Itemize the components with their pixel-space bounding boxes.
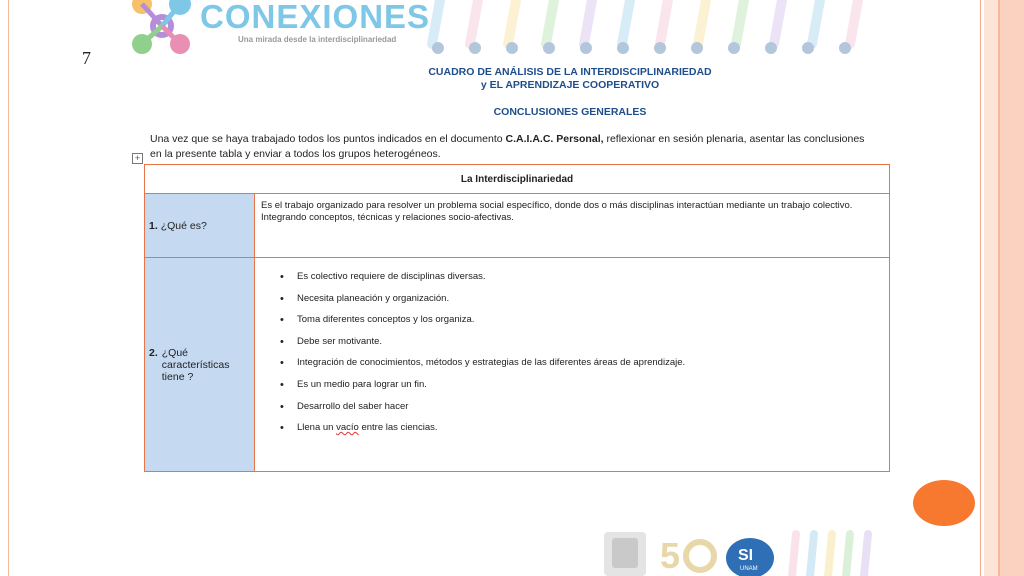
anniversary-50-icon xyxy=(660,535,714,576)
list-item: • Debe ser motivante. xyxy=(297,335,883,357)
spellcheck-word: vacío xyxy=(336,422,359,434)
question-cell-2 xyxy=(145,258,255,472)
decorative-stripes xyxy=(420,0,890,58)
question-1-text: ¿Qué es? xyxy=(160,219,207,232)
badge-text: SI xyxy=(738,547,754,564)
question-2-text: ¿Qué características tiene ? xyxy=(161,346,230,383)
footer-stripes-icon xyxy=(792,534,868,576)
list-item: • Es colectivo requiere de disciplinas diversas. xyxy=(297,270,883,292)
list-item: • Es un medio para lograr un fin. xyxy=(297,378,883,400)
question-cell-1 xyxy=(145,194,255,258)
logo-subtitle: Una mirada desde la interdisciplinariedad xyxy=(238,35,397,44)
document-title-line-1: CUADRO DE ANÁLISIS DE LA INTERDISCIPLINARIEDAD xyxy=(428,66,712,78)
list-item-text-end: entre las ciencias. xyxy=(358,422,438,434)
list-item xyxy=(297,421,883,443)
list-item-text-start: Llena un xyxy=(297,422,337,434)
analysis-table xyxy=(144,164,890,472)
table-row xyxy=(145,258,890,472)
intro-text-end: reflexionar en sesión plenaria, asentar las conclusiones en la presente tabla y enviar a todos los grupos heterogéneos. xyxy=(150,133,865,160)
left-border-line xyxy=(8,0,9,576)
slide-number: 7 xyxy=(82,48,91,68)
logo-title: CONEXIONES xyxy=(200,0,431,35)
si-unam-badge-icon xyxy=(726,538,774,576)
characteristics-list xyxy=(261,270,883,443)
list-item: • Desarrollo del saber hacer xyxy=(297,400,883,422)
table-move-handle-icon[interactable]: + xyxy=(132,153,143,164)
intro-text-start: Una vez que se haya trabajado todos los puntos indicados en el documento xyxy=(150,133,506,145)
table-header: La Interdisciplinariedad xyxy=(145,165,890,194)
question-1-number: 1. xyxy=(149,219,158,232)
svg-text:5: 5 xyxy=(660,535,681,576)
intro-document-name: C.A.I.A.C. Personal, xyxy=(505,133,604,145)
document-title-line-2: y EL APRENDIZAJE COOPERATIVO xyxy=(480,79,660,91)
footer-logos xyxy=(600,528,880,576)
answer-cell-1[interactable]: Es el trabajo organizado para resolver un problema social específico, donde dos o más disciplinas interactúan mediante un trabajo colectivo. Integrando conceptos, técnicas y relaciones socio-afectivas. xyxy=(255,194,890,258)
conexiones-logo-icon xyxy=(128,0,198,56)
answer-cell-2[interactable] xyxy=(255,258,890,472)
question-2-number: 2. xyxy=(149,346,158,359)
document-subtitle: CONCLUSIONES GENERALES xyxy=(493,106,647,118)
badge-sub: UNAM xyxy=(740,566,758,572)
right-decorative-strips xyxy=(980,0,1024,576)
unam-shield-icon xyxy=(604,532,646,576)
list-item: • Necesita planeación y organización. xyxy=(297,292,883,314)
orange-circle-decoration xyxy=(913,480,975,526)
list-item: • Toma diferentes conceptos y los organiza. xyxy=(297,313,883,335)
table-row xyxy=(145,194,890,258)
intro-paragraph xyxy=(150,132,870,162)
list-item: • Integración de conocimientos, métodos y estrategias de las diferentes áreas de aprendizaje. xyxy=(297,356,883,378)
